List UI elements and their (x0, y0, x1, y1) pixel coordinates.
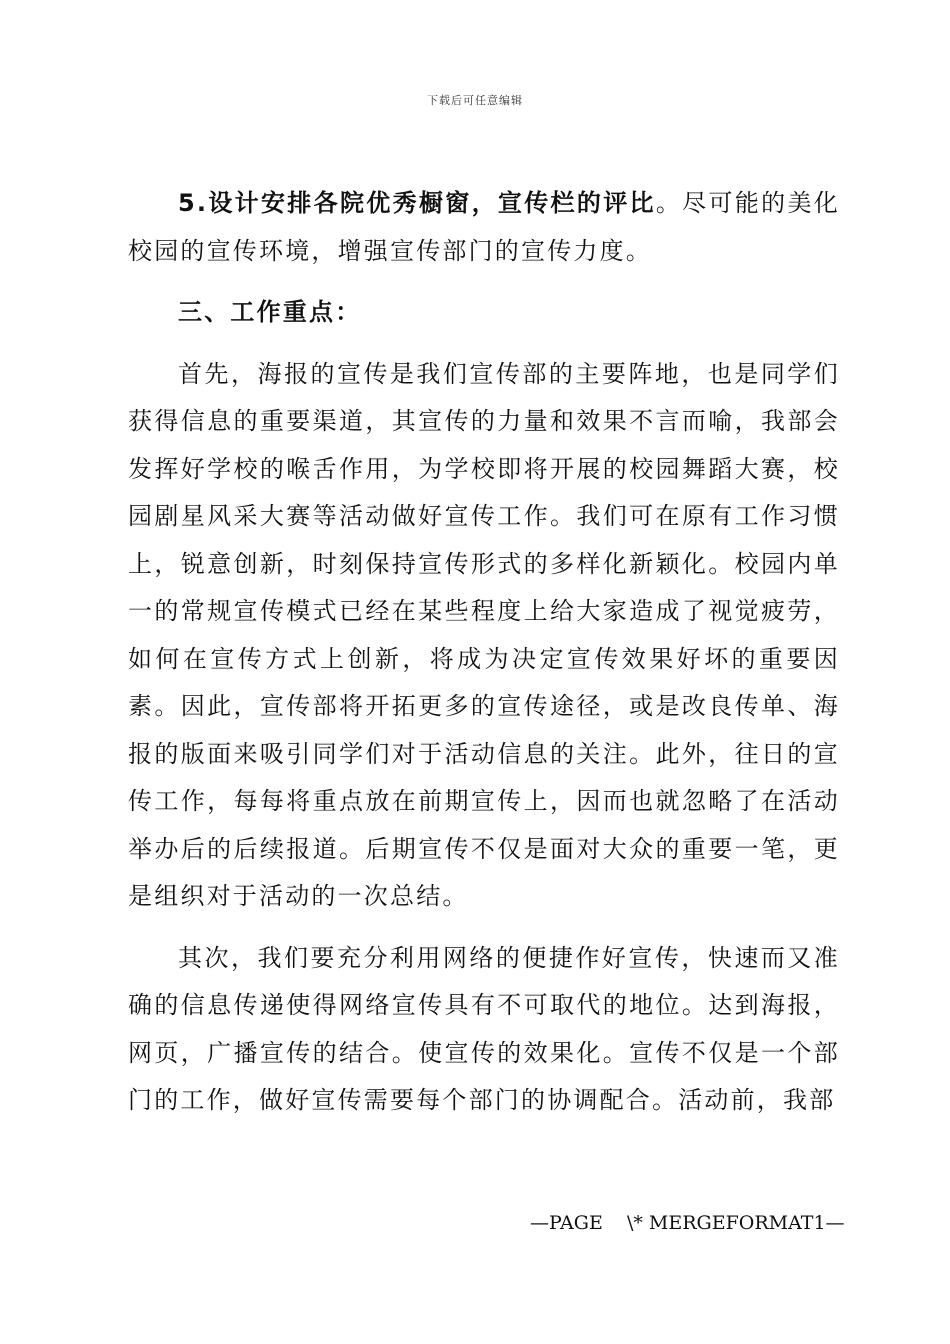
paragraph-item-5-title: 5.设计安排各院优秀橱窗，宣传栏的评比 (178, 189, 656, 217)
paragraph-first: 首先，海报的宣传是我们宣传部的主要阵地，也是同学们获得信息的重要渠道，其宣传的力量和效果不言而喻，我部会发挥好学校的喉舌作用，为学校即将开展的校园舞蹈大赛，校园剧星风采大赛等活动做好宣传工作。我们可在原有工作习惯上，锐意创新，时刻保持宣传形式的多样化新颖化。校园内单一的常规宣传模式已经在某些程度上给大家造成了视觉疲劳，如何在宣传方式上创新，将成为决定宣传效果好坏的重要因素。因此，宣传部将开拓更多的宣传途径，或是改良传单、海报的版面来吸引同学们对于活动信息的关注。此外，往日的宣传工作，每每将重点放在前期宣传上，因而也就忽略了在活动举办后的后续报道。后期宣传不仅是面对大众的重要一笔，更是组织对于活动的一次总结。 (128, 359, 840, 910)
document-body (128, 180, 840, 1139)
page-footer: —PAGE \* MERGEFORMAT1— (530, 1212, 845, 1234)
section-heading: 三、工作重点： (178, 298, 362, 326)
paragraph-item-5 (128, 180, 840, 275)
paragraph-second: 其次，我们要充分利用网络的便捷作好宣传，快速而又准确的信息传递使得网络宣传具有不可取代的地位。达到海报，网页，广播宣传的结合。使宣传的效果化。宣传不仅是一个部门的工作，做好宣传需要每个部门的协调配合。活动前，我部 (128, 943, 840, 1114)
paragraph-item-5-text: 。尽可能的美化校园的宣传环境，增强宣传部门的宣传力度。 (128, 189, 840, 265)
page-header: 下载后可任意编辑 (427, 94, 523, 107)
